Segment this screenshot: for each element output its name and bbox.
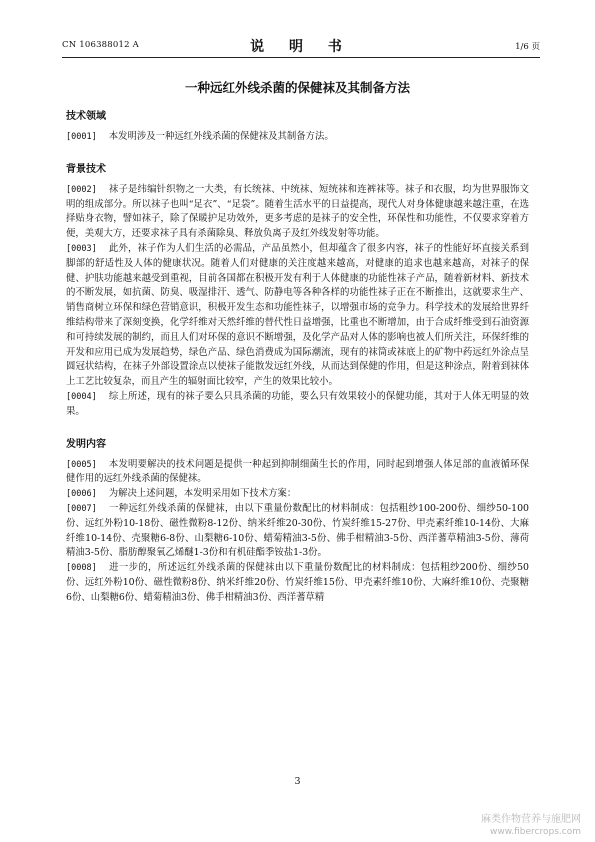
- section-heading: 技术领域: [66, 111, 106, 122]
- paragraph-number: [0007]: [66, 503, 97, 514]
- paragraph-text: 一种远红外线杀菌的保健袜，由以下重量份数配比的材料制成：包括粗纱100-200份、细纱50-100份、远红外粉10-18份、磁性微粉8-12份、纳米纤维20-30份、竹炭纤维15-27份、甲壳素纤维10-14份、大麻纤维10-14份、壳聚糖6-8份、山梨糖6-10份、蜡菊精油3-5份、佛手柑精油3-5份、西洋蓍草精油3-5份、薄荷精油3-5份、脂肪醇聚氧乙烯醚1-3份和有机硅酯季铵盐1-3份。: [66, 502, 529, 559]
- paragraph-text: 为解决上述问题，本发明采用如下技术方案：: [108, 488, 297, 500]
- paragraph-number: [0003]: [66, 243, 97, 254]
- section-background: [66, 163, 529, 420]
- paragraph-0006: [66, 487, 529, 502]
- paragraph-number: [0006]: [66, 489, 97, 500]
- section-technical-field: [66, 110, 529, 145]
- paragraph-text: 进一步的，所述远红外线杀菌的保健袜由以下重量份数配比的材料制成：包括粗纱200份、细纱50份、远红外粉10份、磁性微粉8份、纳米纤维20份、竹炭纤维15份、甲壳素纤维10份、大麻纤维10份、壳聚糖6份、山梨糖6份、蜡菊精油3份、佛手柑精油3份、西洋蓍草精: [66, 562, 529, 603]
- page-of-indicator: 1/6 页: [515, 42, 540, 52]
- header-divider: [62, 57, 540, 58]
- document-title: 一种远红外线杀菌的保健袜及其制备方法: [184, 80, 410, 95]
- section-heading: 发明内容: [66, 438, 106, 450]
- document-type-title: 说 明 书: [250, 39, 352, 55]
- paragraph-0004: [66, 390, 529, 420]
- paragraph-number: [0005]: [66, 459, 97, 470]
- page-header: [62, 36, 540, 54]
- paragraph-text: 本发明涉及一种远红外线杀菌的保健袜及其制备方法。: [108, 131, 334, 142]
- paragraph-text: 此外，袜子作为人们生活的必需品，产品虽然小，但却蕴含了很多内容，袜子的性能好坏直接关系到脚部的舒适性及人体的健康状况。随着人们对健康的关注度越来越高，对健康的追求也越来越高，对袜子的保健、护肤功能越来越受到重视，目前各国都在积极开发有利于人体健康的功能性袜子产品，随着新材料、新技术的不断发展，如抗菌、防臭、吸湿排汗、透气、防静电等各种各样的功能性袜子正在不断推出，这就要求生产、销售商树立环保和绿色营销意识，积极开发生态和功能性袜子，以增强市场的竞争力。科学技术的发展给世界纤维结构带来了深刻变换，化学纤维对天然纤维的替代性日益增强，比重也不断增加，由于合成纤维受到石油资源和可持续发展的制约，而且人们对环保的意识不断增强，及化学产品对人体的影响也被人们所关注，环保纤维的开发和应用已成为发展趋势，绿色产品、绿色消费成为国际潮流，现有的袜筒或袜底上的矿物中药远红外涂点呈圆冠状结构，在袜子外部设置涂点以使袜子能散发远红外线，从而达到保健的作用，但是这种涂点，附着到袜体上工艺比较复杂，而且产生的辐射面比较窄，产生的效果比较小。: [66, 242, 529, 388]
- watermark-site-name: 麻类作物营养与施肥网: [481, 814, 581, 825]
- section-heading: 背景技术: [66, 163, 106, 175]
- paragraph-0007: [66, 502, 529, 561]
- paragraph-0003: [66, 242, 529, 390]
- paragraph-text: 本发明要解决的技术问题是提供一种起到抑制细菌生长的作用，同时起到增强人体足部的血液循环保健作用的远红外线杀菌的保健袜。: [66, 458, 529, 485]
- watermark-url: www.fibercrops.com: [490, 827, 581, 837]
- paragraph-text: 袜子是纬编针织物之一大类，有长统袜、中统袜、短统袜和连裤袜等。袜子和衣服，均为世界服饰文明的组成部分。所以袜子也叫“足衣”、“足袋”。随着生活水平的日益提高，现代人对身体健康越来越注重，在选择贴身衣物，譬如袜子，除了保暖护足功效外，更多考虑的是袜子的安全性，环保性和功能性，不仅要求穿着方便，美观大方，还要求袜子具有杀菌除臭、释放负离子及红外线发射等功能。: [66, 183, 529, 240]
- paragraph-number: [0004]: [66, 391, 97, 402]
- paragraph-0005: [66, 458, 529, 488]
- section-summary: [66, 438, 529, 606]
- paragraph-0008: [66, 561, 529, 605]
- publication-number: CN 106388012 A: [62, 40, 139, 50]
- paragraph-0001: [66, 130, 529, 145]
- page-number: 3: [294, 776, 301, 787]
- paragraph-0002: [66, 183, 529, 242]
- paragraph-text: 综上所述，现有的袜子要么只具杀菌的功能，要么只有效果较小的保健功能，其对于人体无明显的效果。: [66, 390, 529, 417]
- paragraph-number: [0001]: [66, 132, 97, 142]
- site-watermark: [481, 814, 581, 838]
- document-body: [66, 110, 529, 606]
- paragraph-number: [0002]: [66, 184, 97, 195]
- paragraph-number: [0008]: [66, 563, 97, 574]
